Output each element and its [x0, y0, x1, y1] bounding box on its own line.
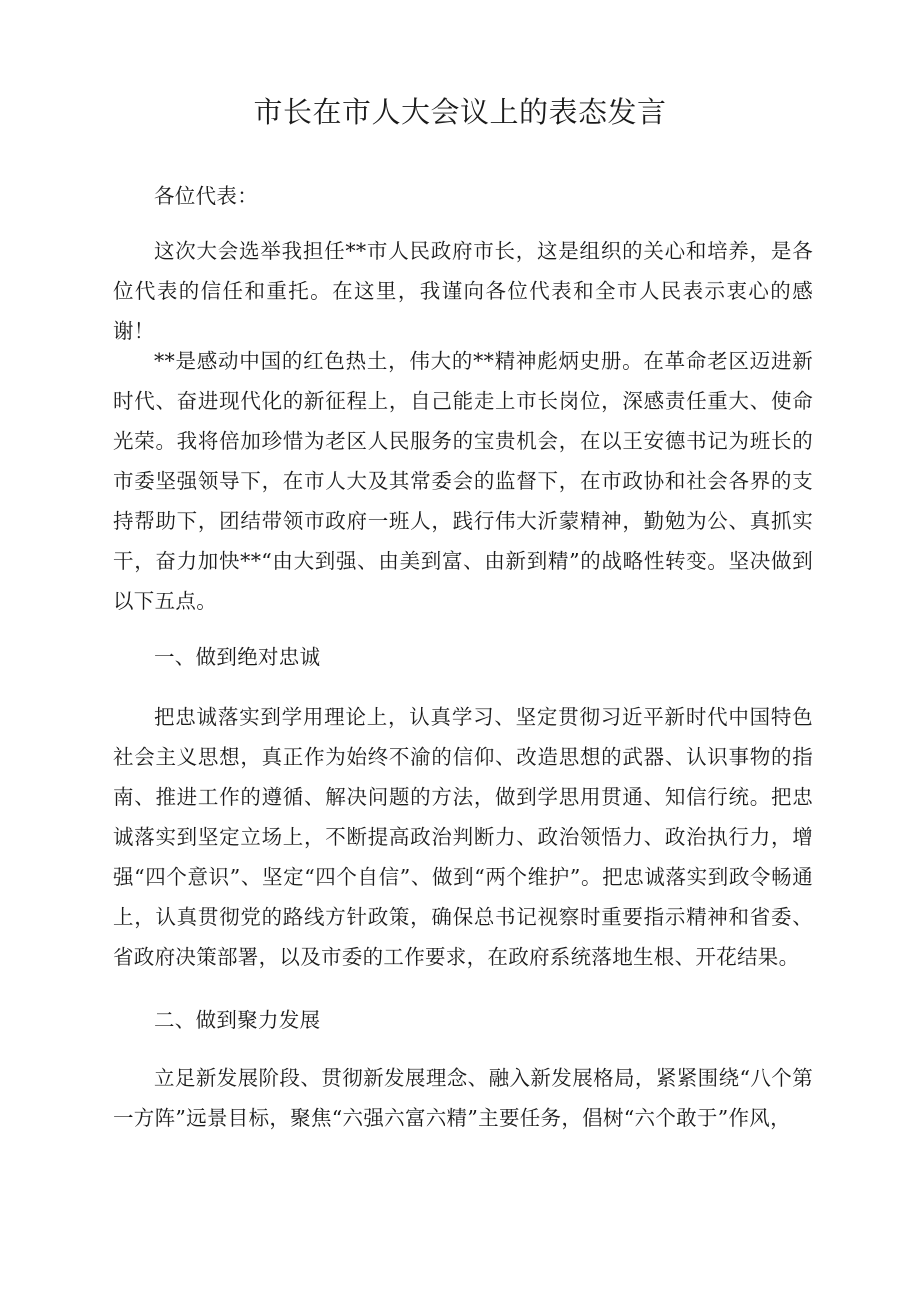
- paragraph-development: 立足新发展阶段、贯彻新发展理念、融入新发展格局，紧紧围绕“八个第一方阵”远景目标，聚焦“六强六富六精”主要任务，倡树“六个敢于”作风，: [113, 1066, 813, 1130]
- paragraph-commitment: **是感动中国的红色热土，伟大的**精神彪炳史册。在革命老区迈进新时代、奋进现代化的新征程上，自己能走上市长岗位，深感责任重大、使命光荣。我将倍加珍惜为老区人民服务的宝贵机会，在以王安德书记为班长的市委坚强领导下，在市人大及其常委会的监督下，在市政协和社会各界的支持帮助下，团结带领市政府一班人，践行伟大沂蒙精神，勤勉为公、真抓实干，奋力加快**“由大到强、由美到富、由新到精”的战略性转变。坚决做到以下五点。: [113, 349, 813, 613]
- document-title: 市长在市人大会议上的表态发言: [253, 95, 667, 129]
- section-heading-loyalty: 一、做到绝对忠诚: [154, 645, 321, 669]
- paragraph-loyalty: 把忠诚落实到学用理论上，认真学习、坚定贯彻习近平新时代中国特色社会主义思想，真正作为始终不渝的信仰、改造思想的武器、认识事物的指南、推进工作的遵循、解决问题的方法，做到学思用贯通、知信行统。把忠诚落实到坚定立场上，不断提高政治判断力、政治领悟力、政治执行力，增强“四个意识”、坚定“四个自信”、做到“两个维护”。把忠诚落实到政令畅通上，认真贯彻党的路线方针政策，确保总书记视察时重要指示精神和省委、省政府决策部署，以及市委的工作要求，在政府系统落地生根、开花结果。: [113, 705, 813, 969]
- section-heading-development: 二、做到聚力发展: [154, 1008, 321, 1032]
- paragraph-thanks: 这次大会选举我担任**市人民政府市长，这是组织的关心和培养，是各位代表的信任和重托。在这里，我谨向各位代表和全市人民表示衷心的感谢！: [113, 239, 813, 343]
- salutation: 各位代表：: [154, 184, 258, 208]
